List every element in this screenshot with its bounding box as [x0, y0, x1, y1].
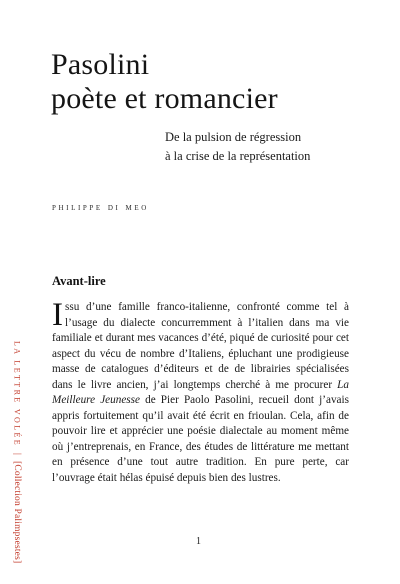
- section-heading: Avant-lire: [52, 274, 106, 288]
- book-title-reference: La Meilleure Jeunesse: [52, 378, 349, 407]
- book-title-line-1: Pasolini: [51, 48, 150, 81]
- body-paragraph: [52, 297, 349, 487]
- author-name: philippe di meo: [52, 202, 149, 213]
- book-subtitle-line-2: à la crise de la représentation: [165, 149, 311, 163]
- publisher-name: LA LETTRE VOLÉE: [12, 341, 22, 448]
- book-title: [51, 48, 278, 116]
- book-subtitle-line-1: De la pulsion de régression: [165, 130, 302, 144]
- page-number: 1: [196, 536, 201, 547]
- collection-name: [Collection Palimpsestes]: [12, 460, 22, 564]
- drop-cap: I: [52, 297, 63, 333]
- body-text-part-2: de Pier Paolo Pasolini, recueil dont j’avais appris fortuitement qu’il avait été écrit en frioulan. Cela, afin de pouvoir lire et apprécier une poésie dialectale au moment même où j’entreprenais, en France, des études de littérature me mettant en présence d’une tout autre tradition. En pure perte, car l’ouvrage était hélas épuisé depuis bien des lustres.: [52, 394, 349, 485]
- sidebar-separator: |: [12, 453, 22, 455]
- book-title-line-2: poète et romancier: [51, 82, 278, 115]
- book-subtitle: [165, 128, 365, 166]
- publisher-sidebar: [12, 341, 22, 563]
- body-text-part-1: ssu d’une famille franco-italienne, confronté comme tel à l’usage du dialecte concurremment à l’italien dans ma vie familiale et durant mes vacances d’été, piqué de curiosité pour cet aspect du vécu de nombre d’Italiens, épluchant une prodigieuse masse de catalogues d’éditeurs et de de librairies spécialisées dans le livre ancien, j’ai longtemps cherché à me procurer: [52, 301, 349, 391]
